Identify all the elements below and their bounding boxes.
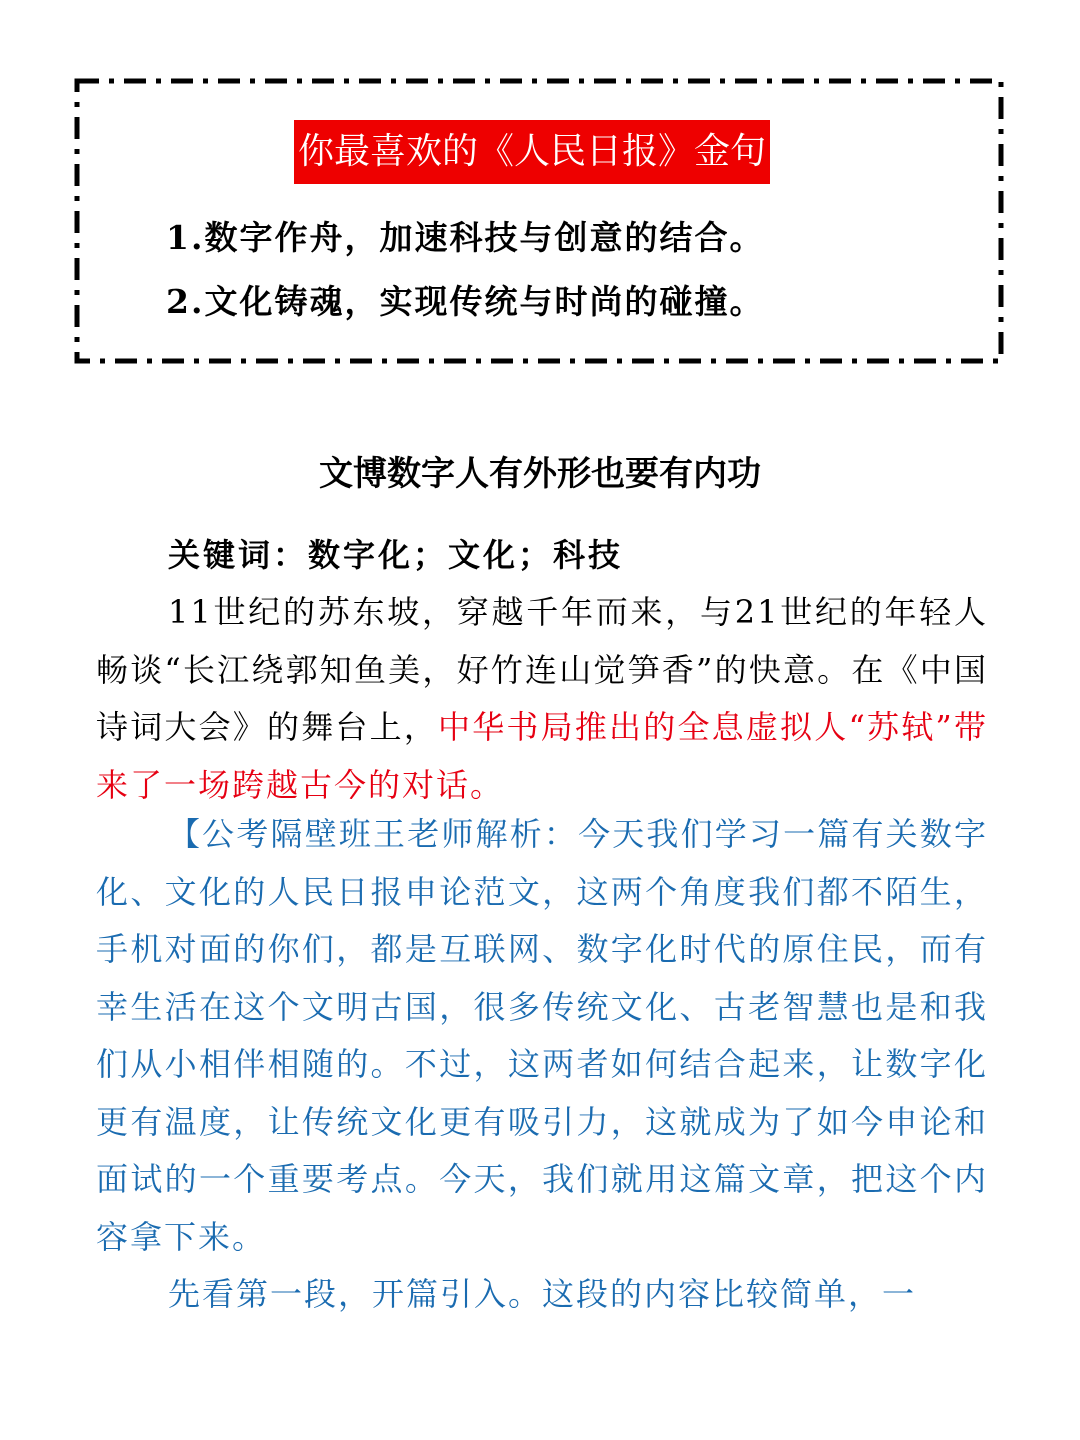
quote-box	[74, 78, 1004, 364]
paragraph-first-section: 先看第一段，开篇引入。这段的内容比较简单，一	[168, 1275, 917, 1313]
keywords: 关键词：数字化；文化；科技	[168, 536, 624, 574]
paragraph-intro-highlight: 中华书局推出的全息虚拟人“苏轼”带来了一场跨越古今的对话。	[96, 708, 988, 804]
quote-title: 你最喜欢的《人民日报》金句	[294, 120, 770, 184]
paragraph-intro	[96, 584, 988, 814]
paragraph-analysis: 【公考隔壁班王老师解析：今天我们学习一篇有关数字化、文化的人民日报申论范文，这两个角度我们都不陌生，手机对面的你们，都是互联网、数字化时代的原住民，而有幸生活在这个文明古国，很多传统文化、古老智慧也是和我们从小相伴相随的。不过，这两者如何结合起来，让数字化更有温度，让传统文化更有吸引力，这就成为了如今申论和面试的一个重要考点。今天，我们就用这篇文章，把这个内容拿下来。	[96, 815, 988, 1256]
quote-item-1: 1.数字作舟，加速科技与创意的结合。	[166, 218, 765, 257]
paragraph-intro-text: 11世纪的苏东坡，穿越千年而来，与21世纪的年轻人畅谈“长江绕郭知鱼美，好竹连山觉笋香”的快意。在《中国诗词大会》的舞台上，	[96, 593, 988, 746]
article-title: 文博数字人有外形也要有内功	[319, 454, 761, 494]
quote-item-2: 2.文化铸魂，实现传统与时尚的碰撞。	[166, 282, 765, 321]
